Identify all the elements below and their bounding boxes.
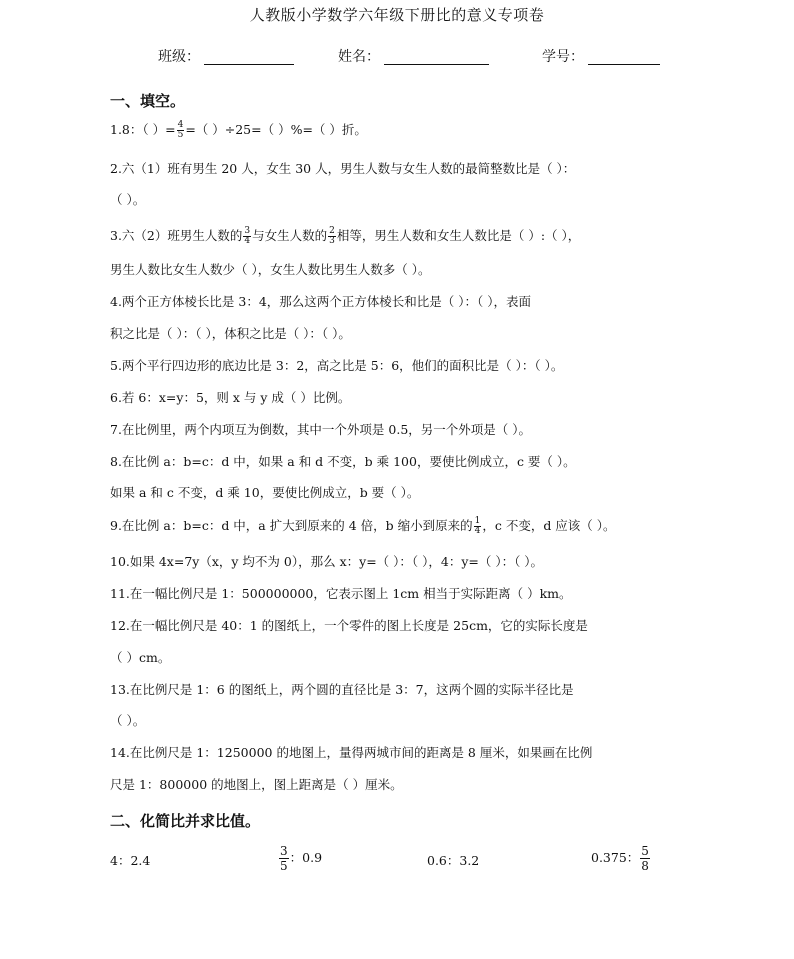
class-label: 班级：	[158, 49, 200, 65]
question-9	[110, 517, 616, 536]
q3-fraction-1	[243, 227, 251, 246]
name-label: 姓名：	[338, 49, 380, 65]
question-4-line-2: 积之比是（ ）：（ ），体积之比是（ ）：（ ）。	[110, 326, 351, 341]
question-10: 10.如果 4x=7y（x，y 均不为 0），那么 x：y=（ ）：（ ），4：y=（ ）：（ ）。	[110, 554, 544, 569]
question-8-line-2: 如果 a 和 c 不变，d 乘 10，要使比例成立，b 要（ ）。	[110, 485, 420, 500]
question-2-line-1: 2.六（1）班有男生 20 人，女生 30 人，男生人数与女生人数的最简整数比是（ ）：	[110, 161, 576, 176]
q3-frac1-num: 3	[244, 226, 251, 236]
q1-text-b: =（ ）÷25=（ ）%=（ ）折。	[185, 122, 367, 137]
question-12-line-1: 12.在一幅比例尺是 40：1 的图纸上，一个零件的图上长度是 25cm，它的实际长度是	[110, 618, 588, 633]
question-7: 7.在比例里，两个内项互为倒数，其中一个外项是 0.5，另一个外项是（ ）。	[110, 422, 532, 437]
item4-fraction	[640, 844, 650, 873]
class-field	[158, 46, 294, 66]
student-number-blank[interactable]	[588, 48, 660, 65]
section-1-heading: 一、填空。	[110, 92, 186, 110]
q3-fraction-2	[328, 227, 336, 246]
simplify-item-2	[278, 844, 322, 873]
simplify-item-1: 4：2.4	[110, 853, 151, 868]
student-info-row	[0, 46, 794, 70]
q3-text-a: 3.六（2）班男生人数的	[110, 228, 243, 243]
question-3-line-2: 男生人数比女生人数少（ ），女生人数比男生人数多（ ）。	[110, 262, 431, 277]
q1-fraction	[177, 121, 185, 140]
item4-prefix: 0.375：	[591, 850, 640, 865]
q1-frac-num: 4	[177, 120, 184, 130]
section-2-heading: 二、化简比并求比值。	[110, 812, 261, 830]
page-title: 人教版小学数学六年级下册比的意义专项卷	[249, 6, 545, 24]
q1-frac-den: 5	[177, 130, 184, 140]
q9-frac-num: 1	[474, 516, 481, 526]
question-14-line-1: 14.在比例尺是 1：1250000 的地图上，量得两城市间的距离是 8 厘米，如果画在比例	[110, 745, 593, 760]
q9-text-b: ，c 不变，d 应该（ ）。	[482, 518, 616, 533]
simplify-item-4	[591, 844, 651, 873]
question-4-line-1: 4.两个正方体棱长比是 3：4，那么这两个正方体棱长和比是（ ）：（ ），表面	[110, 294, 532, 309]
question-1	[110, 121, 367, 140]
simplify-item-3: 0.6：3.2	[427, 853, 480, 868]
q9-frac-den: 4	[474, 526, 481, 536]
question-3-line-1	[110, 227, 580, 246]
q3-frac2-den: 3	[329, 236, 335, 246]
name-field	[338, 46, 489, 66]
q3-frac2-num: 2	[329, 226, 335, 236]
q9-text-a: 9.在比例 a：b=c：d 中，a 扩大到原来的 4 倍，b 缩小到原来的	[110, 518, 473, 533]
q3-text-b: 与女生人数的	[252, 228, 328, 243]
question-8-line-1: 8.在比例 a：b=c：d 中，如果 a 和 d 不变，b 乘 100，要使比例成立，c 要（ ）。	[110, 454, 576, 469]
question-5: 5.两个平行四边形的底边比是 3：2，高之比是 5：6，他们的面积比是（ ）：（ ）。	[110, 358, 564, 373]
question-14-line-2: 尺是 1：800000 的地图上，图上距离是（ ）厘米。	[110, 777, 403, 792]
student-number-field	[542, 46, 660, 66]
question-6: 6.若 6：x=y：5，则 x 与 y 成（ ）比例。	[110, 390, 351, 405]
q3-frac1-den: 4	[244, 236, 251, 246]
q1-text-a: 1.8：（ ）=	[110, 122, 176, 137]
name-blank[interactable]	[384, 48, 489, 65]
item2-frac-den: 5	[280, 859, 288, 873]
item4-frac-den: 8	[641, 859, 649, 873]
question-11: 11.在一幅比例尺是 1：500000000，它表示图上 1cm 相当于实际距离（ ）km。	[110, 586, 572, 601]
question-13-line-1: 13.在比例尺是 1：6 的图纸上，两个圆的直径比是 3：7，这两个圆的实际半径比是	[110, 682, 574, 697]
item2-frac-num: 3	[280, 844, 288, 858]
item2-fraction	[279, 844, 289, 873]
question-12-line-2: （ ）cm。	[110, 650, 171, 665]
q3-text-c: 相等，男生人数和女生人数比是（ ）:（ ），	[336, 228, 581, 243]
q9-fraction	[474, 517, 482, 536]
class-blank[interactable]	[204, 48, 294, 65]
item4-frac-num: 5	[641, 844, 649, 858]
question-2-line-2: （ ）。	[110, 192, 146, 207]
question-13-line-2: （ ）。	[110, 713, 146, 728]
item2-rest: ：0.9	[289, 850, 323, 865]
student-number-label: 学号：	[542, 49, 584, 65]
